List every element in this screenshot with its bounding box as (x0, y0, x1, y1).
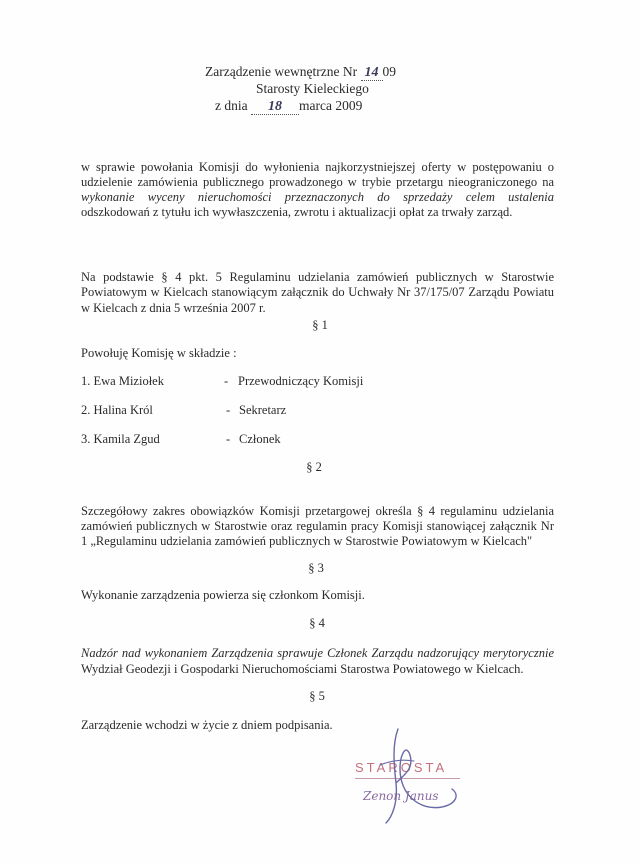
member-2-name: 2. Halina Król (81, 403, 153, 417)
section-4-heading: § 4 (309, 616, 325, 630)
section-4-line-2: Wydział Geodezji i Gospodarki Nieruchomościami Starostwa Powiatowego w Kielcach. (81, 662, 524, 676)
member-3-dash: - (226, 432, 231, 446)
basis-line-2: Powiatowym w Kielcach stanowiącym załącznik do Uchwały Nr 37/175/07 Zarządu Powiatu (81, 285, 554, 299)
handwritten-number: 14 (364, 65, 379, 80)
document-title-line (205, 64, 396, 81)
section-3-heading: § 3 (308, 561, 324, 575)
member-1-name: 1. Ewa Miziołek (81, 374, 164, 388)
date-prefix: z dnia (215, 98, 248, 113)
handwritten-day: 18 (268, 99, 282, 114)
section-3-line-1: Wykonanie zarządzenia powierza się członkom Komisji. (81, 588, 365, 602)
section-2-line-1: Szczegółowy zakres obowiązków Komisji przetargowej określa § 4 regulaminu udzielania (81, 504, 554, 518)
title-prefix: Zarządzenie wewnętrzne Nr (205, 64, 358, 79)
basis-line-3: w Kielcach z dnia 5 września 2007 r. (81, 301, 266, 315)
subject-line-4: odszkodowań z tytułu ich wywłaszczenia, zwrotu i aktualizacji opłat za trwały zarząd. (81, 205, 513, 219)
member-1-role: Przewodniczący Komisji (238, 374, 364, 388)
date-suffix: marca 2009 (299, 98, 363, 113)
subject-line-2: udzielenie zamówienia publicznego prowadzonego w trybie przetargu nieograniczonego na (81, 175, 554, 189)
section-5-line-1: Zarządzenie wchodzi w życie z dniem podpisania. (81, 718, 333, 732)
member-3-role: Członek (239, 432, 281, 446)
subject-line-3: wykonanie wyceny nieruchomości przeznaczonych do sprzedaży celem ustalenia (81, 190, 554, 204)
title-suffix: 09 (382, 64, 397, 79)
member-2-role: Sekretarz (239, 403, 287, 417)
handwritten-signature (370, 725, 470, 830)
section-5-heading: § 5 (309, 689, 325, 703)
stamp-title: STAROSTA (355, 760, 448, 775)
member-1-dash: - (224, 374, 229, 388)
section-2-line-2: zamówień publicznych w Starostwie oraz regulamin pracy Komisji stanowiącej załącznik Nr (81, 519, 554, 533)
section-4-line-1: Nadzór nad wykonaniem Zarządzenia sprawuje Członek Zarządu nadzorujący merytorycznie (81, 646, 554, 660)
document-date-line (215, 98, 362, 115)
member-3-name: 3. Kamila Zgud (81, 432, 160, 446)
subject-line-1: w sprawie powołania Komisji do wyłonienia najkorzystniejszej oferty w postępowaniu o (81, 160, 554, 174)
section-1-intro: Powołuję Komisję w składzie : (81, 346, 237, 360)
section-2-line-3: 1 „Regulaminu udzielania zamówień publicznych w Starostwie Powiatowym w Kielcach" (81, 534, 533, 548)
section-2-heading: § 2 (306, 460, 322, 474)
section-1-heading: § 1 (312, 318, 328, 332)
stamp-name: Zenon Janus (363, 789, 439, 803)
member-2-dash: - (226, 403, 231, 417)
document-authority: Starosty Kieleckiego (256, 81, 369, 96)
basis-line-1: Na podstawie § 4 pkt. 5 Regulaminu udzielania zamówień publicznych w Starostwie (81, 270, 554, 284)
